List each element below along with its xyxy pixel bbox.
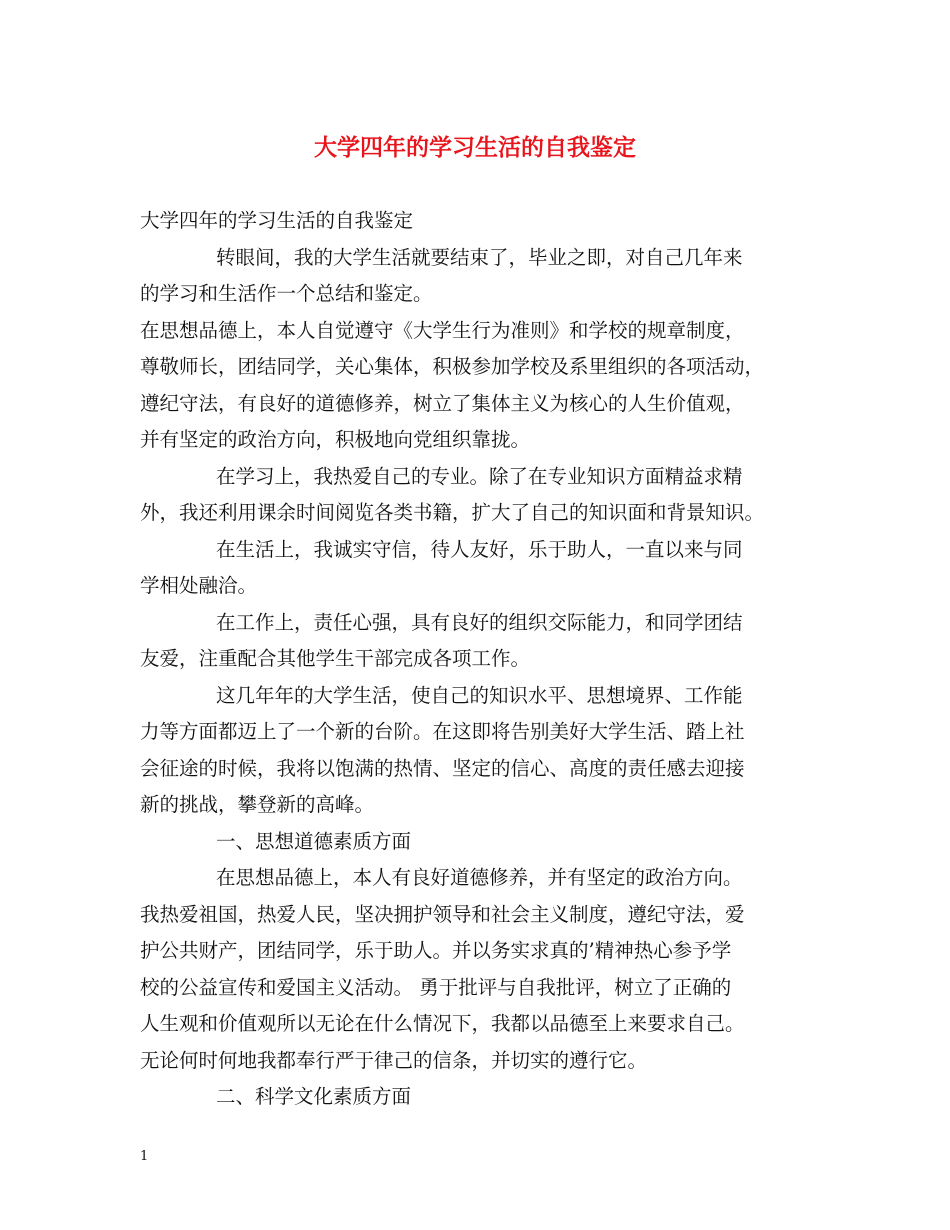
text-line: 力等方面都迈上了一个新的台阶。在这即将告别美好大学生活、踏上社 — [140, 720, 745, 743]
text-line: 大学四年的学习生活的自我鉴定 — [140, 209, 414, 232]
text-line: 外，我还利用课余时间阅览各类书籍，扩大了自己的知识面和背景知识。 — [140, 501, 765, 524]
document-body — [140, 203, 830, 1116]
text-line: 二、科学文化素质方面 — [216, 1085, 412, 1108]
text-line: 尊敬师长，团结同学，关心集体，积极参加学校及系里组织的各项活动， — [140, 355, 765, 378]
document-title: 大学四年的学习生活的自我鉴定 — [314, 134, 636, 161]
text-line: 遵纪守法，有良好的道德修养，树立了集体主义为核心的人生价值观， — [140, 391, 745, 415]
text-line: 无论何时何地我都奉行严于律己的信条，并切实的遵行它。 — [140, 1048, 648, 1072]
text-line: 在思想品德上，本人自觉遵守《大学生行为准则》和学校的规章制度， — [140, 318, 745, 342]
text-line: 友爱，注重配合其他学生干部完成各项工作。 — [140, 647, 531, 670]
text-line: 并有坚定的政治方向，积极地向党组织靠拢。 — [140, 428, 531, 451]
text-line: 在思想品德上，本人有良好道德修养，并有坚定的政治方向。 — [216, 866, 743, 889]
text-line: 人生观和价值观所以无论在什么情况下，我都以品德至上来要求自己。 — [140, 1012, 745, 1035]
text-line: 一、思想道德素质方面 — [216, 829, 412, 853]
text-line: 在生活上，我诚实守信，待人友好，乐于助人，一直以来与同 — [216, 537, 743, 561]
text-line: 的学习和生活作一个总结和鉴定。 — [140, 282, 433, 305]
text-line: 校的公益宣传和爱国主义活动。 勇于批评与自我批评，树立了正确的 — [140, 975, 732, 999]
text-line: 护公共财产，团结同学，乐于助人。并以务实求真的’精神热心参予学 — [140, 939, 732, 962]
text-line: 这几年年的大学生活，使自己的知识水平、思想境界、工作能 — [216, 683, 743, 707]
text-line: 新的挑战，攀登新的高峰。 — [140, 793, 375, 816]
text-line: 学相处融洽。 — [140, 574, 258, 597]
text-line: 在学习上，我热爱自己的专业。除了在专业知识方面精益求精 — [216, 464, 743, 488]
page-number: 1 — [140, 1149, 149, 1164]
text-line: 转眼间，我的大学生活就要结束了，毕业之即，对自己几年来 — [216, 245, 743, 269]
text-line: 会征途的时候，我将以饱满的热情、坚定的信心、高度的责任感去迎接 — [140, 756, 745, 780]
text-line: 我热爱祖国，热爱人民，坚决拥护领导和社会主义制度，遵纪守法，爱 — [140, 902, 745, 926]
text-line: 在工作上，责任心强，具有良好的组织交际能力，和同学团结 — [216, 610, 743, 634]
